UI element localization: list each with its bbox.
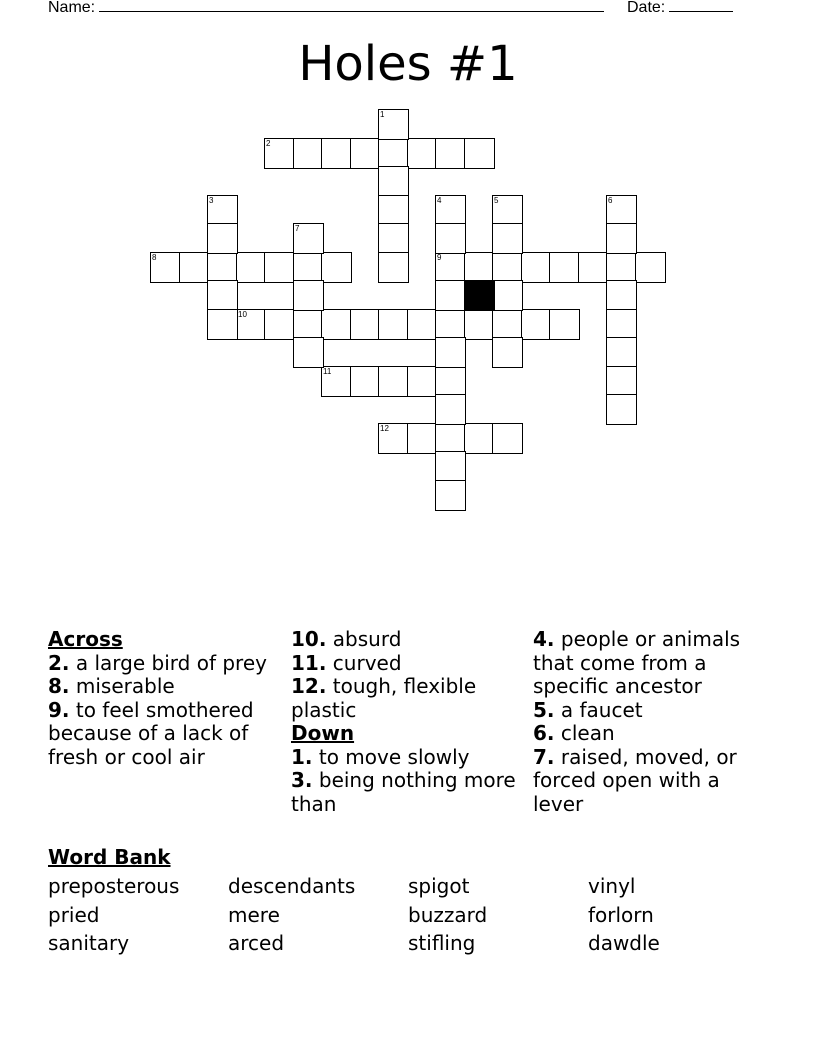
- grid-cell[interactable]: [408, 139, 437, 168]
- across-clue-9: 9. to feel smothered because of a lack of fresh or cool air: [48, 697, 254, 769]
- clue-number: 5: [494, 196, 499, 205]
- grid-cell[interactable]: [436, 481, 465, 510]
- grid-cell[interactable]: [550, 253, 579, 282]
- across-clue-2: 2. a large bird of prey: [48, 650, 267, 675]
- down-clue-5: 5. a faucet: [533, 697, 643, 722]
- grid-cell[interactable]: [351, 310, 380, 339]
- down-clue-6: 6. clean: [533, 721, 615, 745]
- grid-cell[interactable]: [465, 310, 494, 339]
- grid-cell[interactable]: [379, 110, 408, 139]
- grid-cell[interactable]: [379, 224, 408, 253]
- down-clue-4: 4. people or animals that come from a specific ancestor: [533, 627, 741, 698]
- word-bank-item: vinyl: [588, 874, 636, 898]
- grid-cell[interactable]: [493, 338, 522, 367]
- grid-cell[interactable]: [408, 310, 437, 339]
- grid-cell[interactable]: [379, 196, 408, 225]
- down-heading: Down: [291, 721, 355, 745]
- grid-cell[interactable]: [493, 310, 522, 339]
- grid-cell[interactable]: [465, 253, 494, 282]
- grid-cell[interactable]: [408, 367, 437, 396]
- black-cell: [465, 281, 494, 310]
- word-bank-item: sanitary: [48, 931, 130, 955]
- grid-cell[interactable]: [379, 139, 408, 168]
- clue-number: 1: [380, 110, 385, 119]
- grid-cell[interactable]: [607, 253, 636, 282]
- word-bank-item: spigot: [408, 874, 470, 898]
- across-clue-12: 12. tough, flexible plastic: [291, 674, 477, 722]
- grid-cell[interactable]: [208, 310, 237, 339]
- grid-cell[interactable]: [379, 167, 408, 196]
- across-clue-10: 10. absurd: [291, 627, 402, 651]
- grid-cell[interactable]: [493, 253, 522, 282]
- grid-cell[interactable]: [607, 281, 636, 310]
- grid-cell[interactable]: [208, 224, 237, 253]
- page-title: Holes #1: [298, 36, 518, 92]
- clue-number: 7: [295, 224, 300, 233]
- grid-cell[interactable]: [636, 253, 665, 282]
- clues-column-2: [291, 628, 523, 816]
- grid-cell[interactable]: [151, 253, 180, 282]
- grid-cell[interactable]: [607, 395, 636, 424]
- grid-cell[interactable]: [322, 253, 351, 282]
- clue-number: 3: [209, 196, 214, 205]
- word-bank-item: arced: [228, 931, 285, 955]
- grid-cell[interactable]: [493, 196, 522, 225]
- grid-cell[interactable]: [265, 310, 294, 339]
- clue-number: 10: [238, 310, 247, 319]
- grid-cell[interactable]: [465, 139, 494, 168]
- clue-number: 9: [437, 253, 442, 262]
- word-bank-item: mere: [228, 902, 280, 927]
- grid-cell[interactable]: [379, 424, 408, 453]
- grid-cell[interactable]: [436, 139, 465, 168]
- grid-cell[interactable]: [436, 452, 465, 481]
- grid-cell[interactable]: [237, 253, 266, 282]
- date-label: Date:: [627, 0, 666, 16]
- grid-cell[interactable]: [607, 367, 636, 396]
- grid-cell[interactable]: [408, 424, 437, 453]
- grid-cell[interactable]: [436, 224, 465, 253]
- grid-cell[interactable]: [436, 253, 465, 282]
- grid-cell[interactable]: [322, 139, 351, 168]
- grid-cell[interactable]: [208, 196, 237, 225]
- grid-cell[interactable]: [265, 139, 294, 168]
- across-clue-8: 8. miserable: [48, 674, 175, 698]
- word-bank-item: preposterous: [48, 874, 180, 898]
- word-bank-item: descendants: [228, 874, 356, 898]
- grid-cell[interactable]: [522, 310, 551, 339]
- grid-cell[interactable]: [579, 253, 608, 282]
- grid-cell[interactable]: [436, 281, 465, 310]
- grid-cell[interactable]: [294, 224, 323, 253]
- across-clue-11: 11. curved: [291, 650, 402, 675]
- grid-cell[interactable]: [493, 424, 522, 453]
- grid-cell[interactable]: [436, 196, 465, 225]
- grid-cell[interactable]: [436, 395, 465, 424]
- clue-number: 2: [266, 139, 271, 148]
- grid-cell[interactable]: [294, 281, 323, 310]
- grid-cell[interactable]: [265, 253, 294, 282]
- clue-number: 4: [437, 196, 442, 205]
- grid-cell[interactable]: [379, 367, 408, 396]
- word-bank-item: buzzard: [408, 902, 488, 927]
- word-bank-item: stifling: [408, 931, 476, 955]
- grid-cell[interactable]: [208, 281, 237, 310]
- grid-cell[interactable]: [294, 139, 323, 168]
- grid-cell[interactable]: [294, 338, 323, 367]
- clue-number: 8: [152, 253, 157, 262]
- clue-number: 6: [608, 196, 613, 205]
- across-heading: Across: [48, 627, 123, 651]
- down-clue-3: 3. being nothing more than: [291, 768, 516, 816]
- word-bank-item: dawdle: [588, 931, 660, 955]
- grid-cell[interactable]: [522, 253, 551, 282]
- grid-cell[interactable]: [607, 224, 636, 253]
- grid-cell[interactable]: [180, 253, 209, 282]
- grid-cell[interactable]: [436, 424, 465, 453]
- grid-cell[interactable]: [208, 253, 237, 282]
- clue-number: 12: [380, 424, 389, 433]
- grid-cell[interactable]: [607, 196, 636, 225]
- grid-cell[interactable]: [550, 310, 579, 339]
- grid-cell[interactable]: [351, 367, 380, 396]
- clues-column-3: [533, 628, 773, 816]
- grid-cell[interactable]: [493, 224, 522, 253]
- grid-cell[interactable]: [379, 253, 408, 282]
- grid-cell[interactable]: [607, 310, 636, 339]
- grid-cell[interactable]: [493, 281, 522, 310]
- grid-cell[interactable]: [294, 253, 323, 282]
- word-bank-heading: Word Bank: [48, 845, 171, 869]
- grid-cell[interactable]: [436, 367, 465, 396]
- grid-cell[interactable]: [436, 338, 465, 367]
- grid-cell[interactable]: [322, 310, 351, 339]
- grid-cell[interactable]: [322, 367, 351, 396]
- down-clue-1: 1. to move slowly: [291, 744, 470, 769]
- clue-number: 11: [323, 367, 332, 376]
- grid-cell[interactable]: [436, 310, 465, 339]
- grid-cell[interactable]: [607, 338, 636, 367]
- grid-cell[interactable]: [351, 139, 380, 168]
- grid-cell[interactable]: [294, 310, 323, 339]
- grid-cell[interactable]: [465, 424, 494, 453]
- name-label: Name:: [48, 0, 96, 16]
- word-bank-item: forlorn: [588, 902, 654, 927]
- down-clue-7: 7. raised, moved, or forced open with a lever: [533, 744, 737, 816]
- word-bank-item: pried: [48, 902, 100, 927]
- grid-cell[interactable]: [379, 310, 408, 339]
- clues-column-1: [48, 628, 284, 769]
- grid-cell[interactable]: [237, 310, 266, 339]
